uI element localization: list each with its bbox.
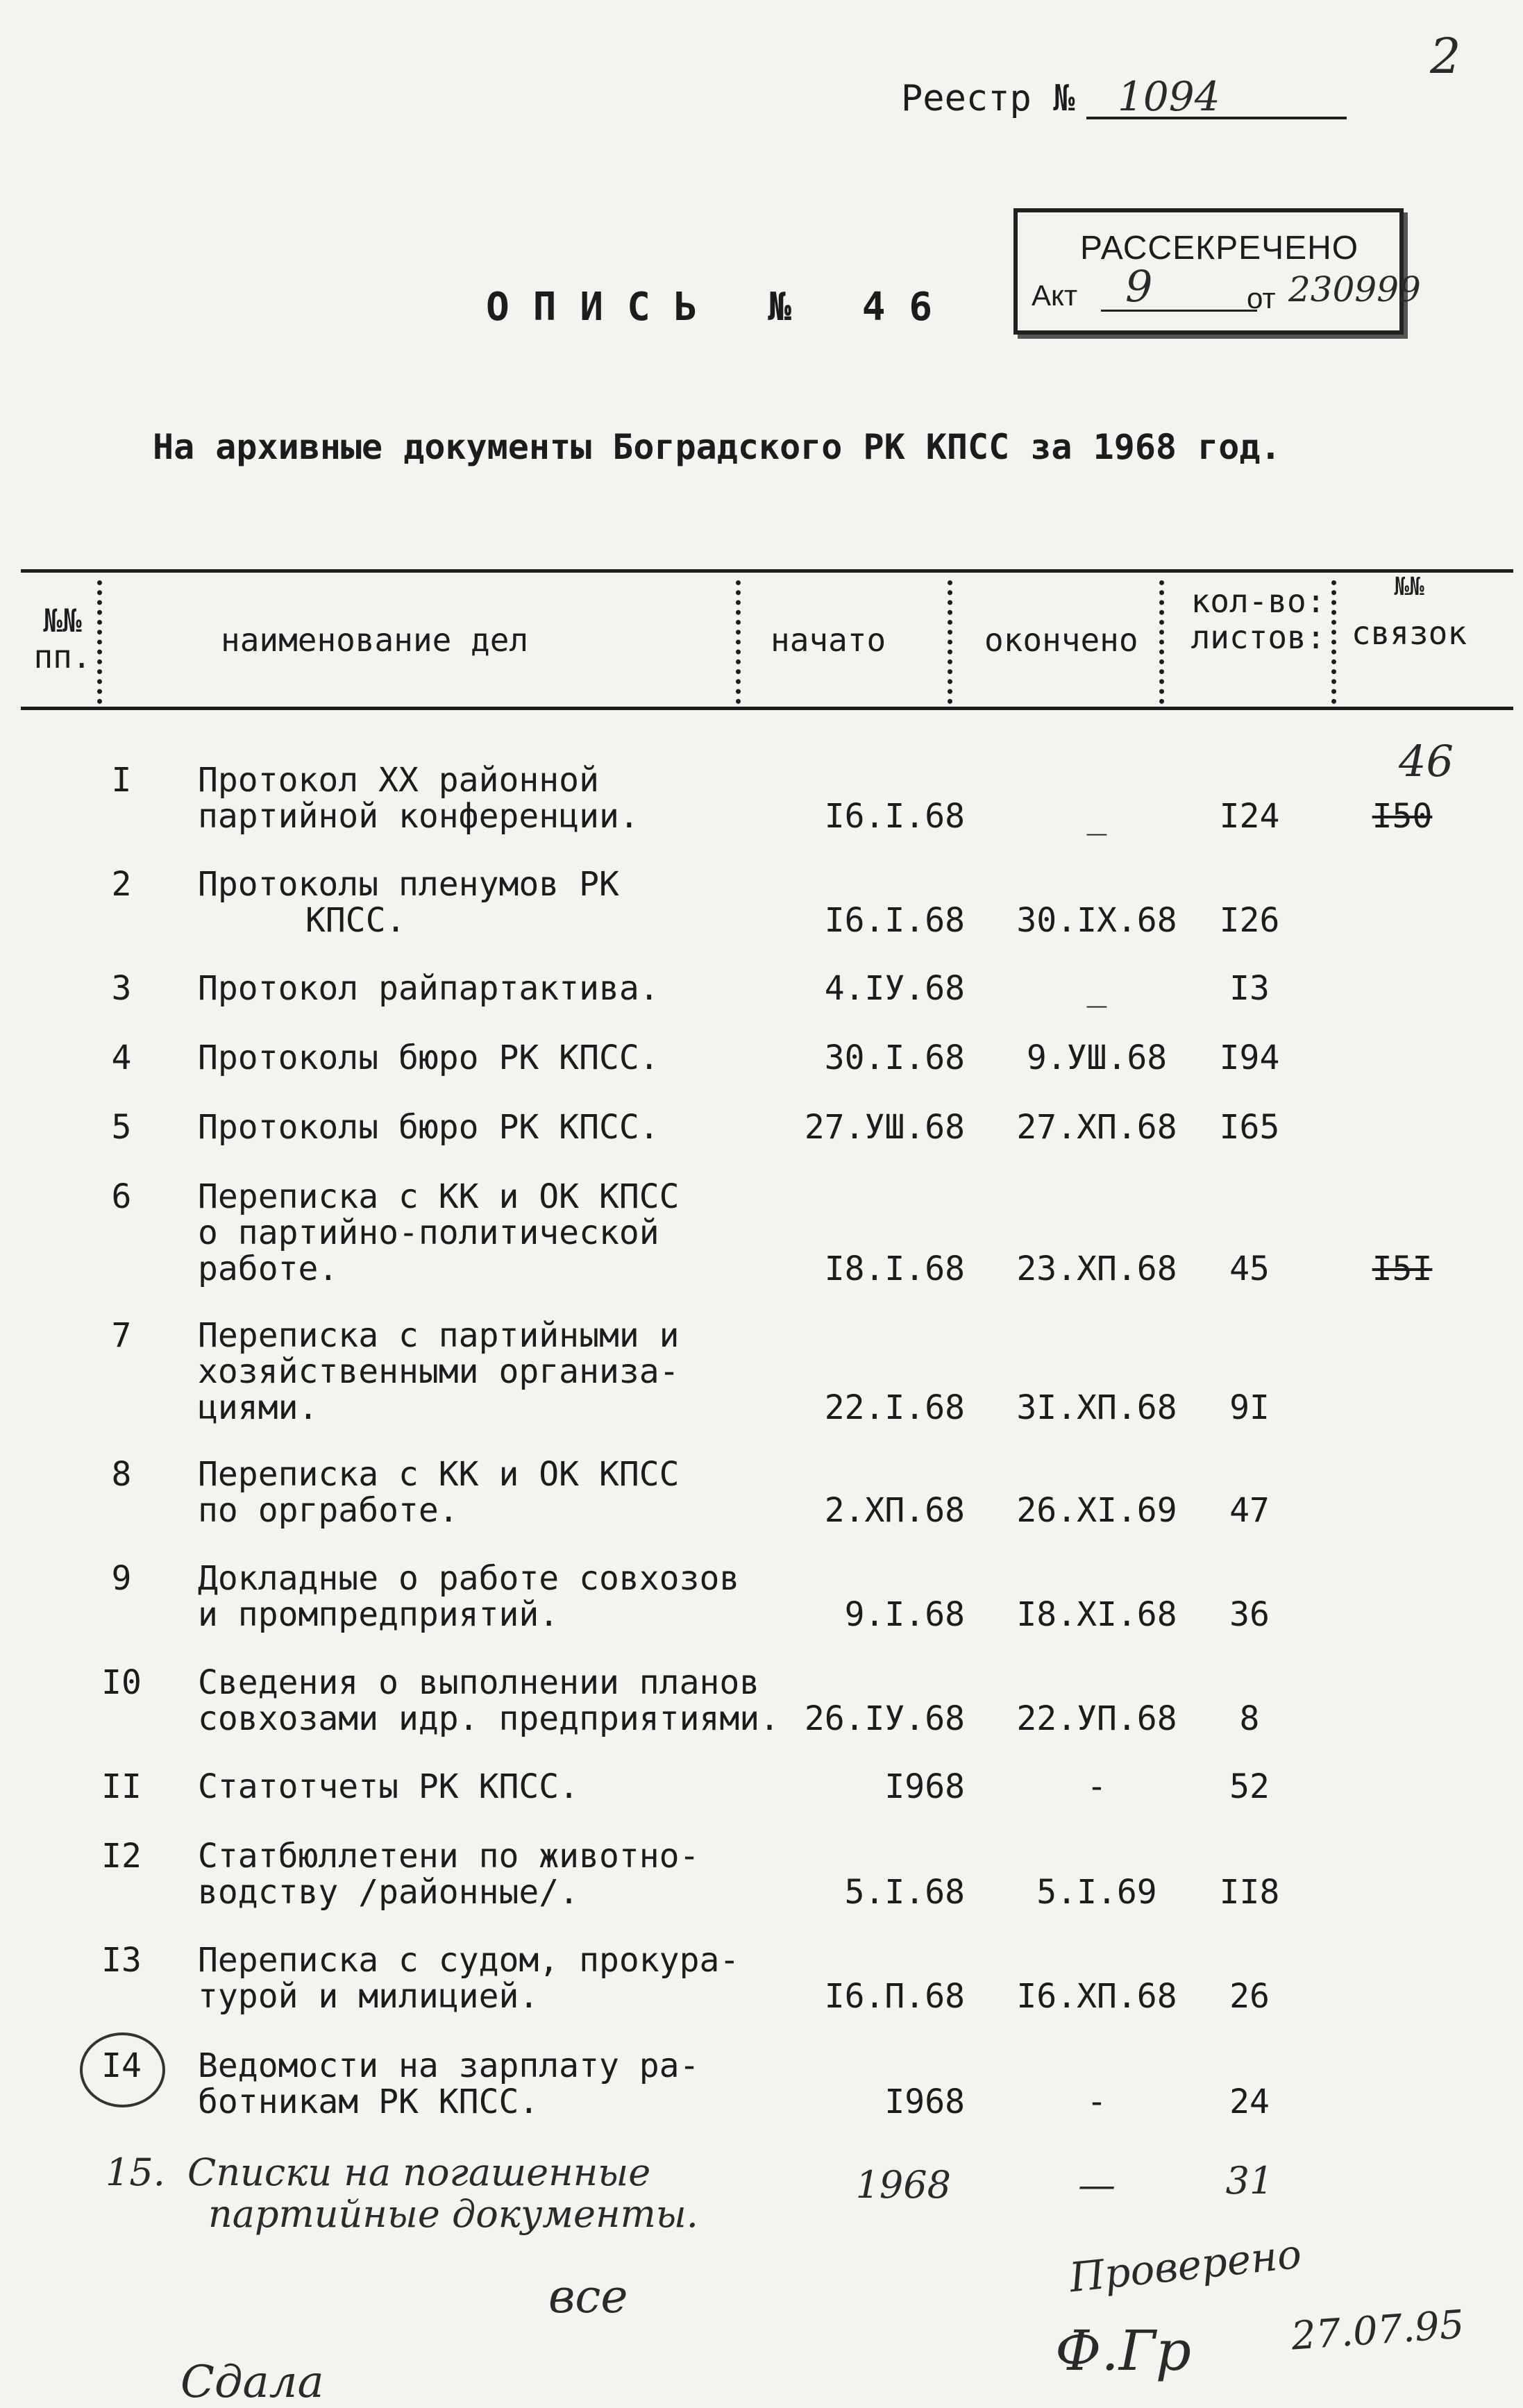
row-title-line: ботникам РК КПСС. <box>198 2082 539 2121</box>
table-row <box>0 1769 1523 1810</box>
header-sheets <box>1184 583 1333 655</box>
handwritten-note: Сдала <box>180 2357 324 2408</box>
row-title-line: совхозами идр. предприятиями. <box>198 1699 780 1738</box>
row-number: 8 <box>111 1455 132 1494</box>
row-number: I2 <box>101 1837 142 1876</box>
row-title <box>198 1040 823 1076</box>
row-title-line: водству /районные/. <box>198 1873 580 1912</box>
row-title-line: Протоколы бюро РК КПСС. <box>198 1038 659 1077</box>
row-title <box>198 2048 823 2120</box>
row-title <box>198 1942 823 2014</box>
row-end: 3I.ХП.68 <box>1016 1388 1177 1427</box>
row-title-line: Переписка с КК и ОК КПСС <box>198 1177 680 1216</box>
row-number: 7 <box>111 1316 132 1355</box>
row-start: 27.УШ.68 <box>804 1108 965 1147</box>
column-separator <box>736 580 741 704</box>
header-sheets-line-1: кол-во: <box>1190 582 1326 620</box>
registry-label: Реестр № <box>901 78 1075 119</box>
row-end: 23.ХП.68 <box>1016 1249 1177 1288</box>
row-title-line: по оргработе. <box>198 1491 459 1530</box>
row-number: 5 <box>111 1108 132 1147</box>
row-title-line: Докладные о работе совхозов <box>198 1559 740 1598</box>
row-title-line: Ведомости на зарплату ра- <box>198 2046 700 2085</box>
header-end: окончено <box>984 621 1138 659</box>
row-sheets: 8 <box>1239 1699 1260 1738</box>
row-end: I6.ХП.68 <box>1016 1977 1177 2016</box>
row-title-line: партийной конференции. <box>198 797 639 836</box>
column-separator <box>97 580 102 704</box>
row-number: 9 <box>111 1559 132 1598</box>
table-row-handwritten <box>0 2152 1523 2242</box>
row-title <box>198 1109 823 1145</box>
row-title <box>198 1560 823 1633</box>
table-row <box>0 1109 1523 1151</box>
verified-date: 27.07.95 <box>1290 2302 1466 2359</box>
row-end: 26.XI.69 <box>1016 1491 1177 1530</box>
row-title-line: о партийно-политической <box>198 1213 659 1252</box>
page-number: 2 <box>1430 28 1461 85</box>
row-start: I6.I.68 <box>824 797 965 836</box>
row-end: _ <box>1086 797 1107 836</box>
row-sheets: I3 <box>1229 969 1270 1008</box>
row-sheets: 45 <box>1229 1249 1270 1288</box>
header-bundle <box>1340 569 1479 651</box>
table-row <box>0 2048 1523 2124</box>
row-title-line: Протоколы бюро РК КПСС. <box>198 1108 659 1147</box>
row-title <box>198 1665 823 1737</box>
row-title <box>198 1838 823 1910</box>
row-title-line: Переписка с КК и ОК КПСС <box>198 1455 680 1494</box>
column-separator <box>1159 580 1164 704</box>
signature: Ф.Гр <box>1055 2318 1192 2383</box>
table-row <box>0 1040 1523 1081</box>
table-row <box>0 1942 1523 2019</box>
table-row <box>0 1560 1523 1637</box>
document-title: ОПИСЬ № 46 <box>486 285 957 330</box>
row-end: 22.УП.68 <box>1016 1699 1177 1738</box>
row-end: — <box>1078 2163 1116 2207</box>
header-sheets-line-2: листов: <box>1190 618 1326 656</box>
table-row <box>0 1665 1523 1741</box>
row-start: 9.I.68 <box>844 1595 965 1634</box>
header-name: наименование дел <box>221 621 529 659</box>
row-end: - <box>1086 1767 1107 1806</box>
row-sheets: 47 <box>1229 1491 1270 1530</box>
row-end: 30.IX.68 <box>1016 901 1177 940</box>
row-title <box>198 866 823 938</box>
row-title-line: Статбюллетени по животно- <box>198 1837 700 1876</box>
header-num-line-2: пп. <box>33 638 92 675</box>
handwritten-note: все <box>548 2270 628 2323</box>
row-title-line: Списки на погашенные <box>187 2150 651 2194</box>
row-end: 5.I.69 <box>1036 1873 1157 1912</box>
header-num-line-1: №№ <box>43 602 82 639</box>
row-end: - <box>1086 2082 1107 2121</box>
row-number: 15. <box>106 2150 165 2194</box>
row-sheets: 36 <box>1229 1595 1270 1634</box>
row-sheets: 31 <box>1225 2159 1274 2203</box>
stamp-date: 230999 <box>1288 269 1421 310</box>
row-title <box>198 762 823 834</box>
row-sheets: 52 <box>1229 1767 1270 1806</box>
row-title-line: Статотчеты РК КПСС. <box>198 1767 580 1806</box>
table-top-rule <box>21 569 1513 573</box>
row-title-line: Сведения о выполнении планов <box>198 1663 760 1702</box>
row-title-line: работе. <box>198 1249 339 1288</box>
row-title <box>198 970 823 1007</box>
declassified-stamp <box>1013 208 1421 335</box>
row-sheets: 24 <box>1229 2082 1270 2121</box>
header-bundle-line-2: связок <box>1351 614 1467 652</box>
table-header-rule <box>21 707 1513 710</box>
row-start: 1968 <box>855 2163 951 2207</box>
stamp-act-line <box>1101 310 1257 312</box>
row-title-line: Переписка с партийными и <box>198 1316 680 1355</box>
table-row <box>0 866 1523 943</box>
table-row <box>0 1838 1523 1914</box>
row-title-line: КПСС. <box>305 901 406 940</box>
table-row <box>0 1179 1523 1290</box>
row-bundle: I50 <box>1372 797 1433 836</box>
document-subtitle: На архивные документы Боградского РК КПСС за 1968 год. <box>153 427 1281 467</box>
table-row <box>0 1317 1523 1429</box>
row-start: 22.I.68 <box>824 1388 965 1427</box>
verified-label: Проверено <box>1067 2230 1304 2302</box>
row-sheets: II8 <box>1219 1873 1280 1912</box>
row-start: I6.П.68 <box>824 1977 965 2016</box>
table-row <box>0 762 1523 839</box>
row-start: 30.I.68 <box>824 1038 965 1077</box>
row-bundle: I5I <box>1372 1249 1433 1288</box>
row-number: II <box>101 1767 142 1806</box>
stamp-date-label: от <box>1247 282 1276 314</box>
row-sheets: I26 <box>1219 901 1280 940</box>
stamp-act-label: Акт <box>1032 279 1078 312</box>
row-start: I6.I.68 <box>824 901 965 940</box>
row-number: I4 <box>101 2046 142 2085</box>
table-row <box>0 1456 1523 1533</box>
row-title-line: циями. <box>198 1388 319 1427</box>
row-number: I0 <box>101 1663 142 1702</box>
row-title-line: турой и милицией. <box>198 1977 539 2016</box>
table-row <box>0 970 1523 1012</box>
header-start: начато <box>771 621 886 659</box>
row-sheets: I65 <box>1219 1108 1280 1147</box>
row-number: I3 <box>101 1941 142 1980</box>
row-start: 4.IУ.68 <box>824 969 965 1008</box>
stamp-act-number: 9 <box>1125 261 1153 312</box>
row-sheets: I94 <box>1219 1038 1280 1077</box>
row-title-line: хозяйственными организа- <box>198 1352 680 1391</box>
row-title <box>198 1456 823 1529</box>
row-title <box>198 1769 823 1805</box>
column-separator <box>948 580 952 704</box>
row-number: 3 <box>111 969 132 1008</box>
row-title <box>198 1179 823 1287</box>
column-separator <box>1331 580 1336 704</box>
row-sheets: 26 <box>1229 1977 1270 2016</box>
row-end: _ <box>1086 969 1107 1008</box>
row-start: 2.ХП.68 <box>824 1491 965 1530</box>
row-start: I968 <box>884 1767 965 1806</box>
row-start: I8.I.68 <box>824 1249 965 1288</box>
row-title-line: и промпредприятий. <box>198 1595 559 1634</box>
header-bundle-line-1: №№ <box>1394 573 1424 601</box>
row-title-line: Протокол ХХ районной <box>198 761 599 800</box>
row-sheets: 9I <box>1229 1388 1270 1427</box>
row-number: 2 <box>111 865 132 904</box>
row-end: I8.XI.68 <box>1016 1595 1177 1634</box>
row-title-line: Переписка с судом, прокура- <box>198 1941 740 1980</box>
registry-number: 1094 <box>1118 73 1220 120</box>
row-number: 4 <box>111 1038 132 1077</box>
row-title-line: партийные документы. <box>208 2192 698 2236</box>
row-title-line: Протокол райпартактива. <box>198 969 659 1008</box>
header-num <box>24 603 101 675</box>
row-end: 9.УШ.68 <box>1026 1038 1168 1077</box>
row-start: 26.IУ.68 <box>804 1699 965 1738</box>
row-title-line: Протоколы пленумов РК <box>198 865 619 904</box>
row-sheets: I24 <box>1219 797 1280 836</box>
bundle-handwritten-number: 46 <box>1399 736 1454 786</box>
row-start: 5.I.68 <box>844 1873 965 1912</box>
row-start: I968 <box>884 2082 965 2121</box>
row-number: 6 <box>111 1177 132 1216</box>
row-number: I <box>111 761 132 800</box>
row-end: 27.ХП.68 <box>1016 1108 1177 1147</box>
stamp-title: РАССЕКРЕЧЕНО <box>1080 230 1359 267</box>
row-title <box>198 1317 823 1426</box>
